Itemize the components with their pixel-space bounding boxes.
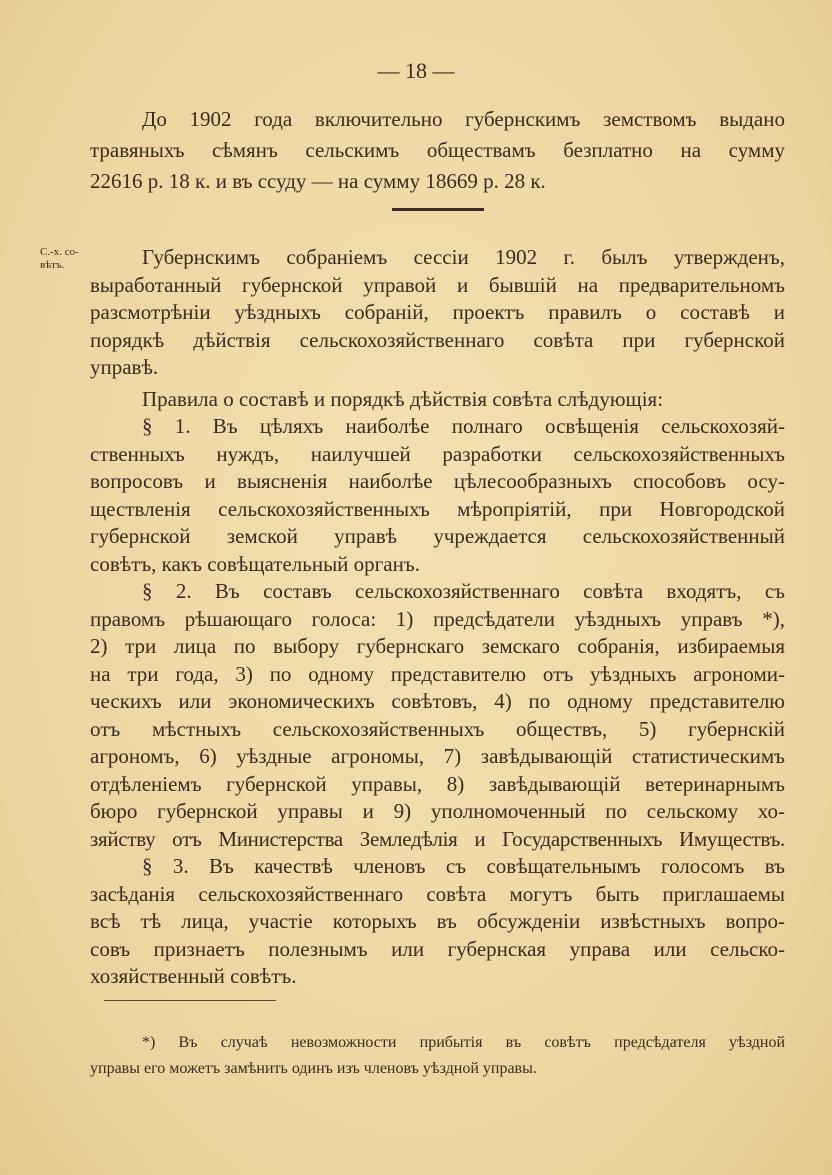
text-line: Губернскимъ собраніемъ сессіи 1902 г. былъ утвержденъ, xyxy=(142,245,785,269)
text-line: § 3. Въ качествѣ членовъ съ совѣщательнымъ голосомъ въ xyxy=(142,854,785,878)
footnote xyxy=(90,1030,785,1082)
margin-note-line: вѣтъ. xyxy=(40,259,65,271)
text-line: бюро губернской управы и 9) уполномоченный по сельскому хо- xyxy=(90,799,785,823)
footnote-line: *) Въ случаѣ невозможности прибытія въ совѣтъ предсѣдателя уѣздной xyxy=(142,1034,785,1051)
text-line: правомъ рѣшающаго голоса: 1) предсѣдатели уѣздныхъ управъ *), xyxy=(90,606,785,631)
text-line: До 1902 года включительно губернскимъ земствомъ выдано xyxy=(142,107,785,131)
paragraph-council-approval xyxy=(90,244,785,382)
text-line: хозяйственный совѣтъ. xyxy=(90,964,297,988)
body-text xyxy=(90,244,785,991)
footnote-line: управы его можетъ замѣнить одинъ изъ членовъ уѣздной управы. xyxy=(90,1060,537,1077)
text-line: на три года, 3) по одному представителю отъ уѣздныхъ агрономи- xyxy=(90,661,785,686)
text-line: 2) три лица по выбору губернскаго земскаго собранія, избираемыя xyxy=(90,634,785,658)
paragraph-section-1 xyxy=(90,413,785,578)
text-line: совѣтъ, какъ совѣщательный органъ. xyxy=(90,551,420,576)
section-divider xyxy=(392,208,484,211)
paragraph-section-2 xyxy=(90,578,785,853)
margin-note xyxy=(40,246,88,272)
text-line: § 1. Въ цѣляхъ наиболѣе полнаго освѣщенія сельскохозяй- xyxy=(142,414,785,438)
text-line: ществленія сельскохозяйственныхъ мѣропріятій, при Новгородской xyxy=(90,496,785,521)
text-line: ческихъ или экономическихъ совѣтовъ, 4) по одному представителю xyxy=(90,689,785,713)
text-line: выработанный губернской управой и бывшій на предварительномъ xyxy=(90,272,785,297)
margin-note-line: С.-х. со- xyxy=(40,246,79,258)
text-line: всѣ тѣ лица, участіе которыхъ въ обсужденіи извѣстныхъ вопро- xyxy=(90,909,785,933)
text-line: отъ мѣстныхъ сельскохозяйственныхъ обществъ, 5) губернскій xyxy=(90,716,785,741)
text-line: совъ признаетъ полезнымъ или губернская управа или сельско- xyxy=(90,936,785,961)
text-line: травяныхъ сѣмянъ сельскимъ обществамъ безплатно на сумму xyxy=(90,138,785,162)
page-number: — 18 — xyxy=(377,58,455,83)
text-line: засѣданія сельскохозяйственнаго совѣта могутъ быть приглашаемы xyxy=(90,881,785,906)
text-line: разсмотрѣніи уѣздныхъ собраній, проектъ правилъ о составѣ и xyxy=(90,300,785,324)
footnote-divider xyxy=(104,1000,276,1001)
text-line: зяйству отъ Министерства Земледѣлія и Государственныхъ Имуществъ. xyxy=(90,826,785,851)
text-line: ственныхъ нуждъ, наилучшей разработки сельскохозяйственныхъ xyxy=(90,441,785,466)
text-line: порядкѣ дѣйствія сельскохозяйственнаго совѣта при губернской xyxy=(90,327,785,352)
text-line: Правила о составѣ и порядкѣ дѣйствія совѣта слѣдующія: xyxy=(142,386,664,411)
text-line: управѣ. xyxy=(90,355,159,379)
text-line: губернской земской управѣ учреждается сельскохозяйственный xyxy=(90,524,785,548)
text-line: вопросовъ и выясненія наиболѣе цѣлесообразныхъ способовъ осу- xyxy=(90,469,785,493)
paragraph-section-3 xyxy=(90,853,785,991)
text-line: § 2. Въ составъ сельскохозяйственнаго совѣта входятъ, съ xyxy=(142,579,785,603)
intro-paragraph xyxy=(90,104,785,197)
paragraph-rules-intro xyxy=(90,386,785,414)
text-line: агрономъ, 6) уѣздные агрономы, 7) завѣдывающій статистическимъ xyxy=(90,744,785,768)
text-line: отдѣленіемъ губернской управы, 8) завѣдывающій ветеринарнымъ xyxy=(90,771,785,796)
text-line: 22616 р. 18 к. и въ ссуду — на сумму 18669 р. 28 к. xyxy=(90,169,546,193)
